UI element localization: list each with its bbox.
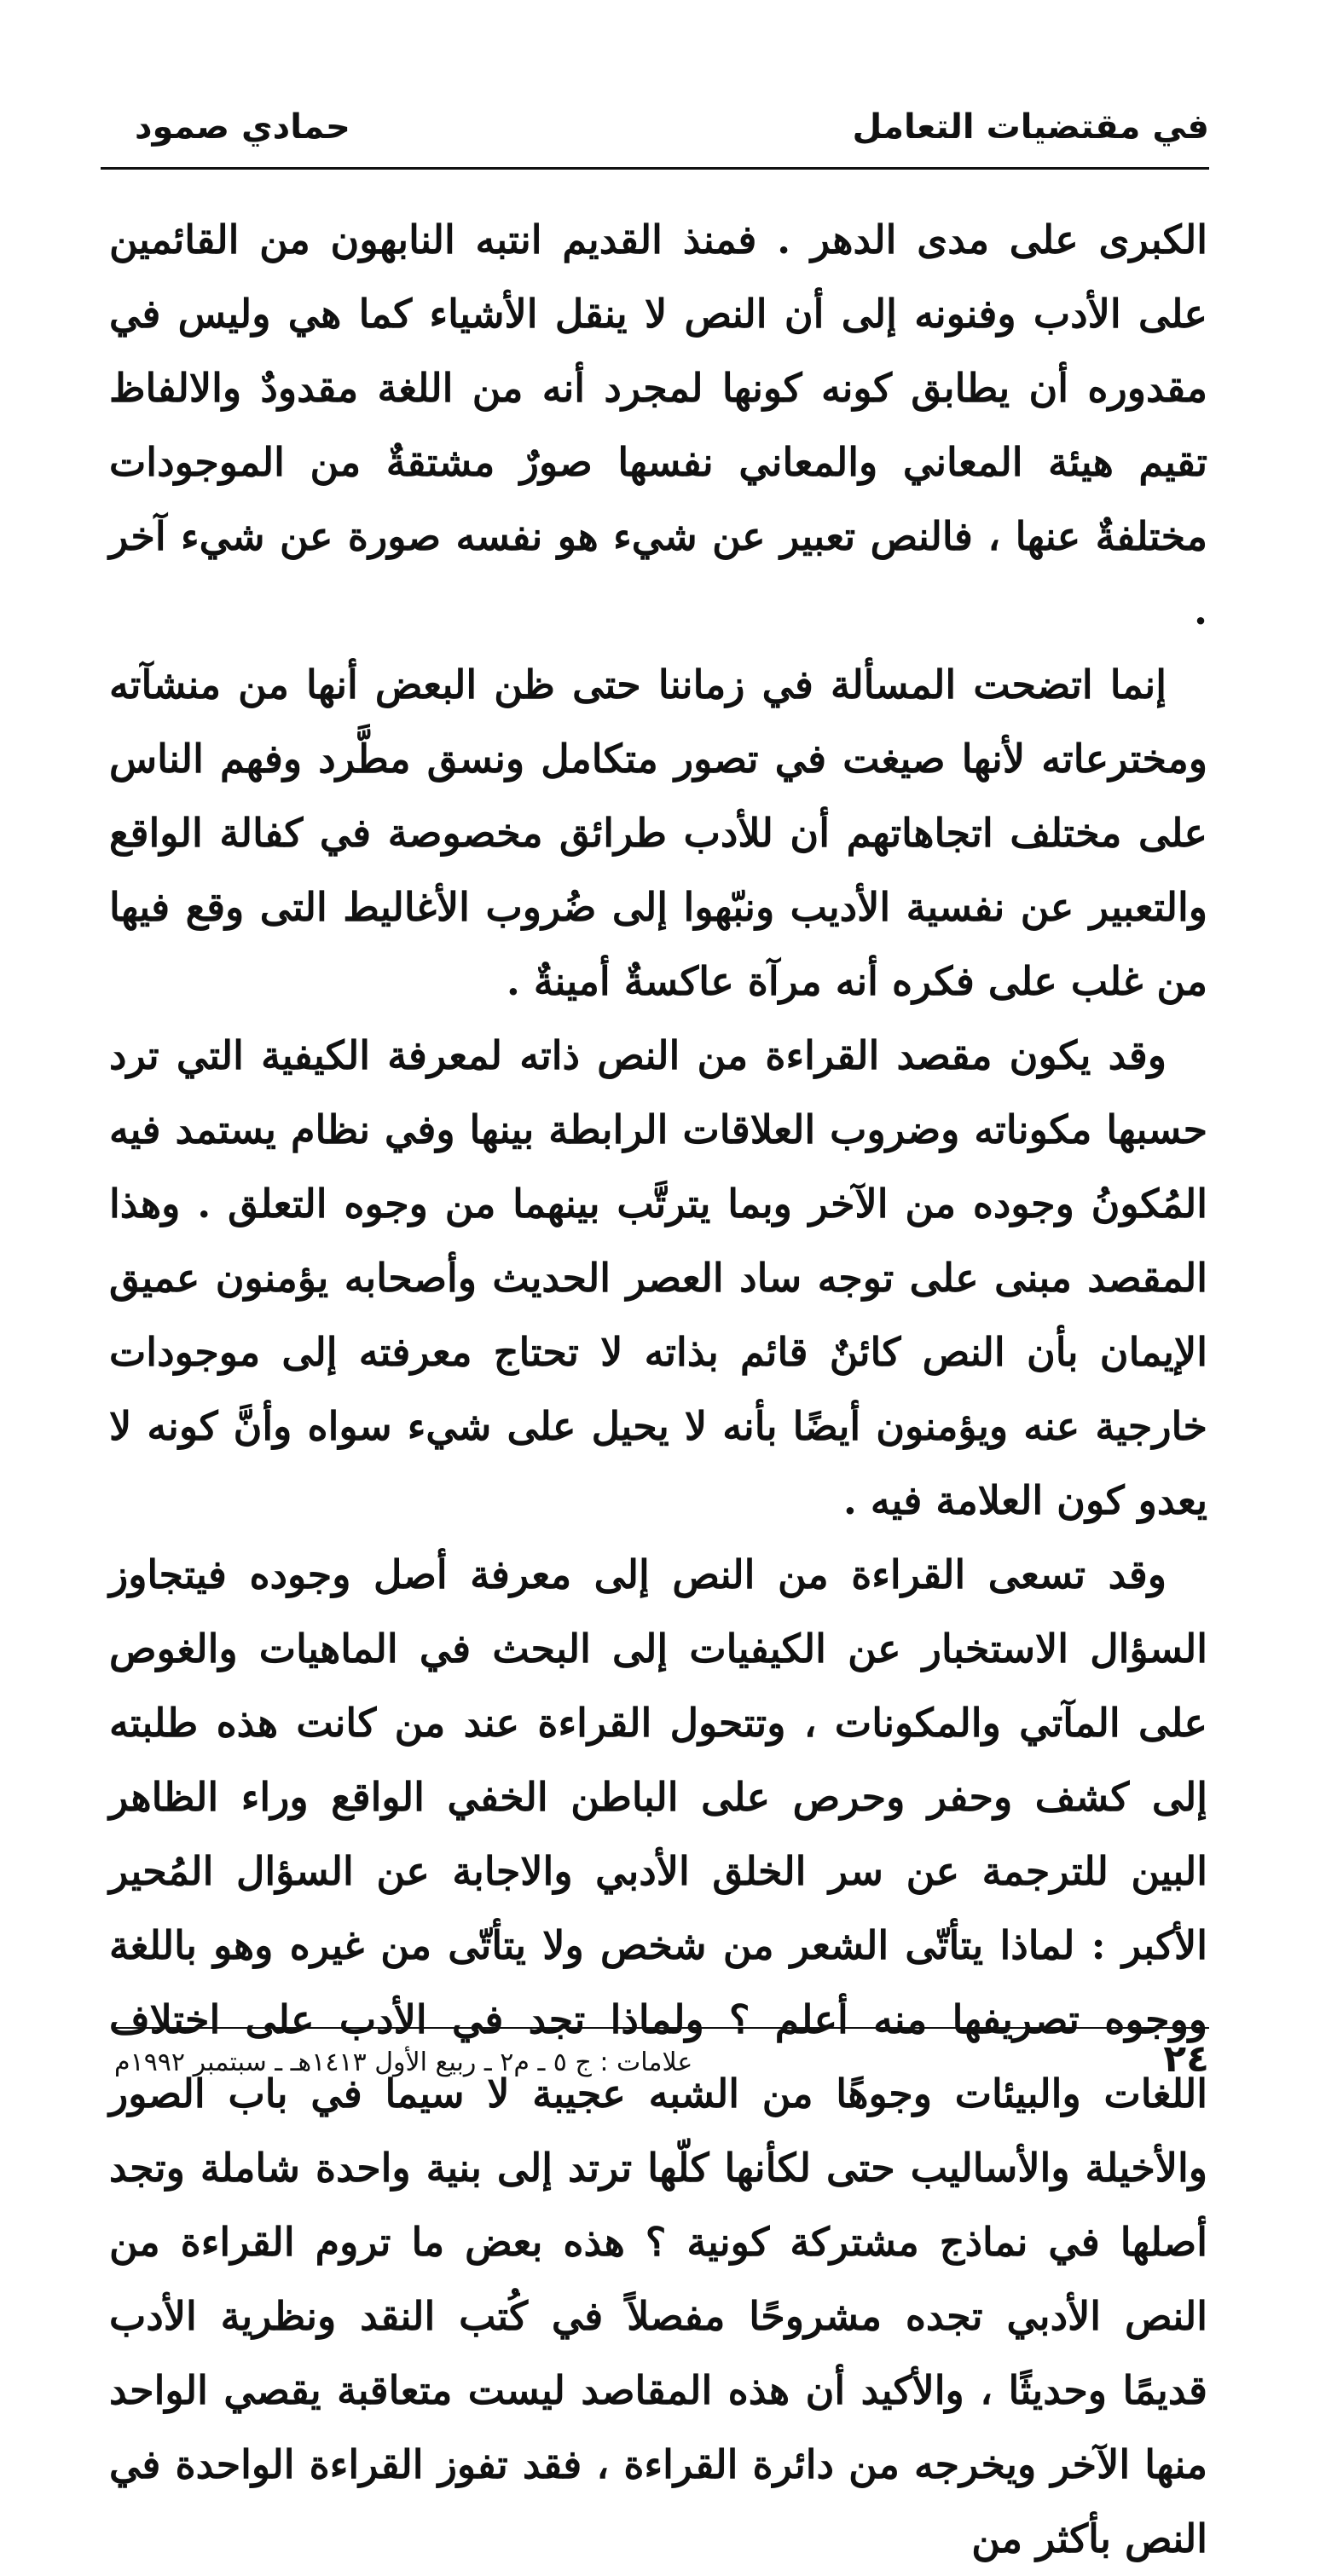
running-header [101,101,1209,160]
header-section-title: في مقتضيات التعامل [852,107,1209,147]
paragraph-4: وقد تسعى القراءة من النص إلى معرفة أصل وجوده فيتجاوز السؤال الاستخبار عن الكيفيات إلى البحث في الماهيات والغوص على المآتي والمكونات ، وتتحول القراءة عند من كانت هذه طلبته إلى كشف وحفر وحرص على الباطن الخفي الواقع وراء الظاهر البين للترجمة عن سر الخلق الأدبي والاجابة عن السؤال المُحير الأكبر : لماذا يتأتّى الشعر من شخص ولا يتأتّى من غيره وهو باللغة ووجوه تصريفها منه أعلم ؟ ولماذا تجد في الأدب على اختلاف اللغات والبيئات وجوهًا من الشبه عجيبة لا سيما في باب الصور والأخيلة والأساليب حتى لكأنها كلّها ترتد إلى بنية واحدة شاملة وتجد أصلها في نماذج مشتركة كونية ؟ هذه بعض ما تروم القراءة من النص الأدبي تجده مشروحًا مفصلاً في كُتب النقد ونظرية الأدب قديمًا وحديثًا ، والأكيد أن هذه المقاصد ليست متعاقبة يقصي الواحد منها الآخر ويخرجه من دائرة القراءة ، فقد تفوز القراءة الواحدة في النص بأكثر من [109,1551,1208,2562]
paragraph-2: إنما اتضحت المسألة في زماننا حتى ظن البعض أنها من منشآته ومخترعاته لأنها صيغت في تصور متكامل ونسق مطَّرد وفهم الناس على مختلف اتجاهاتهم أن للأدب طرائق مخصوصة في كفالة الواقع والتعبير عن نفسية الأديب ونبّهوا إلى ضُروب الأغاليط التى وقع فيها من غلب على فكره أنه مرآة عاكسةٌ أمينةٌ . [109,661,1207,1004]
paragraph-3: وقد يكون مقصد القراءة من النص ذاته لمعرفة الكيفية التي ترد حسبها مكوناته وضروب العلاقات الرابطة بينها وفي نظام يستمد فيه المُكونُ وجوده من الآخر وبما يترتَّب بينهما من وجوه التعلق . وهذا المقصد مبنى على توجه ساد العصر الحديث وأصحابه يؤمنون عميق الإيمان بأن النص كائنٌ قائم بذاته لا تحتاج معرفته إلى موجودات خارجية عنه ويؤمنون أيضًا بأنه لا يحيل على شيء سواه وأنَّ كونه لا يعدو كون العلامة فيه . [109,1032,1207,1523]
footer-divider [114,2027,1209,2029]
article-body [109,203,1207,2576]
header-divider [101,167,1209,170]
footer-citation: علامات : ج ٥ ـ م٢ ـ ربيع الأول ١٤١٣هـ ـ سبتمبر ١٩٩٢م [114,2048,693,2077]
page-number: ٢٤ [1163,2037,1209,2081]
page-footer [114,2037,1209,2097]
paragraph-1: الكبرى على مدى الدهر . فمنذ القديم انتبه النابهون من القائمين على الأدب وفنونه إلى أن النص لا ينقل الأشياء كما هي وليس في مقدوره أن يطابق كونه كونها لمجرد أنه من اللغة مقدودٌ والالفاظ تقيم هيئة المعاني والمعاني نفسها صورٌ مشتقةٌ من الموجودات مختلفةٌ عنها ، فالنص تعبير عن شيء هو نفسه صورة عن شيء آخر . [109,217,1207,633]
header-author-name: حمادي صمود [135,107,350,147]
